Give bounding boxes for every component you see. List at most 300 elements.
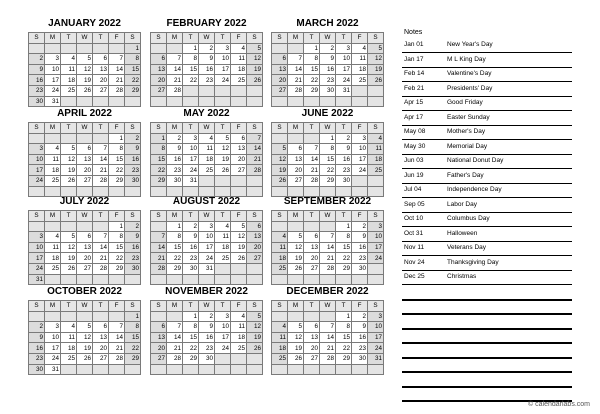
brand-footer[interactable] xyxy=(528,401,590,408)
day-cell: 11 xyxy=(368,144,384,155)
day-cell: 5 xyxy=(231,221,247,232)
day-cell: 28 xyxy=(93,175,109,186)
month-calendar xyxy=(150,283,263,375)
blank-note-line[interactable] xyxy=(402,386,572,402)
day-cell: 25 xyxy=(368,165,384,176)
day-cell: 17 xyxy=(45,75,61,86)
day-cell: 16 xyxy=(183,242,199,253)
day-cell: 21 xyxy=(320,253,336,264)
day-cell: 17 xyxy=(215,332,231,343)
day-cell: 26 xyxy=(61,175,77,186)
day-cell: 31 xyxy=(368,353,384,364)
day-cell: 20 xyxy=(77,253,93,264)
empty-day-cell xyxy=(109,43,125,54)
empty-day-cell xyxy=(167,311,183,322)
day-cell: 25 xyxy=(272,263,288,274)
day-cell: 4 xyxy=(352,43,368,54)
day-cell: 8 xyxy=(125,322,141,333)
weekday-header: M xyxy=(288,211,304,222)
day-cell: 17 xyxy=(183,154,199,165)
day-cell: 28 xyxy=(320,263,336,274)
weekday-header: S xyxy=(272,33,288,44)
day-cell: 19 xyxy=(231,242,247,253)
weekday-header: T xyxy=(336,123,352,134)
day-cell: 27 xyxy=(272,85,288,96)
day-cell: 2 xyxy=(199,311,215,322)
day-cell: 4 xyxy=(272,322,288,333)
day-cell: 6 xyxy=(288,144,304,155)
day-cell: 16 xyxy=(125,242,141,253)
holiday-row xyxy=(402,96,572,111)
day-cell: 26 xyxy=(368,75,384,86)
empty-day-cell xyxy=(109,364,125,375)
holiday-date: Nov 24 xyxy=(404,258,425,266)
day-cell: 31 xyxy=(183,175,199,186)
day-cell: 24 xyxy=(215,343,231,354)
empty-day-cell xyxy=(247,85,263,96)
day-cell: 25 xyxy=(45,175,61,186)
day-cell: 27 xyxy=(231,165,247,176)
month-table xyxy=(271,122,384,197)
holiday-date: Oct 31 xyxy=(404,229,424,237)
holiday-date: Feb 14 xyxy=(404,70,425,77)
day-cell: 26 xyxy=(288,353,304,364)
holiday-name: Memorial Day xyxy=(447,142,488,150)
holiday-date: Jul 04 xyxy=(404,186,422,193)
day-cell: 6 xyxy=(77,232,93,243)
empty-day-cell xyxy=(61,133,77,144)
day-cell: 25 xyxy=(352,75,368,86)
month-table xyxy=(271,300,384,375)
empty-day-cell xyxy=(272,311,288,322)
weekday-header: F xyxy=(231,33,247,44)
day-cell: 12 xyxy=(368,54,384,65)
holiday-row xyxy=(402,256,572,271)
month-calendar xyxy=(28,283,141,375)
day-cell: 10 xyxy=(45,64,61,75)
day-cell: 26 xyxy=(77,353,93,364)
day-cell: 23 xyxy=(352,253,368,264)
empty-day-cell xyxy=(29,133,45,144)
day-cell: 21 xyxy=(151,253,167,264)
day-cell: 22 xyxy=(320,165,336,176)
weekday-header: F xyxy=(352,123,368,134)
weekday-header: S xyxy=(29,33,45,44)
day-cell: 24 xyxy=(352,165,368,176)
weekday-header: S xyxy=(368,211,384,222)
day-cell: 23 xyxy=(29,85,45,96)
day-cell: 22 xyxy=(167,253,183,264)
day-cell: 28 xyxy=(93,263,109,274)
day-cell: 1 xyxy=(125,43,141,54)
empty-day-cell xyxy=(231,263,247,274)
day-cell: 6 xyxy=(304,322,320,333)
day-cell: 20 xyxy=(93,343,109,354)
day-cell: 24 xyxy=(199,253,215,264)
day-cell: 21 xyxy=(93,165,109,176)
day-cell: 25 xyxy=(231,75,247,86)
empty-day-cell xyxy=(45,133,61,144)
day-cell: 7 xyxy=(109,322,125,333)
weekday-header: S xyxy=(125,301,141,312)
month-title: OCTOBER 2022 xyxy=(47,286,122,297)
day-cell: 18 xyxy=(272,343,288,354)
day-cell: 5 xyxy=(247,43,263,54)
day-cell: 19 xyxy=(61,253,77,264)
weekday-header: T xyxy=(215,33,231,44)
weekday-header: W xyxy=(320,33,336,44)
empty-day-cell xyxy=(352,364,368,375)
day-cell: 4 xyxy=(231,43,247,54)
day-cell: 1 xyxy=(336,311,352,322)
day-cell: 14 xyxy=(93,242,109,253)
weekday-header: T xyxy=(336,33,352,44)
day-cell: 5 xyxy=(77,322,93,333)
empty-day-cell xyxy=(215,353,231,364)
day-cell: 29 xyxy=(336,263,352,274)
day-cell: 7 xyxy=(304,144,320,155)
day-cell: 22 xyxy=(125,75,141,86)
day-cell: 4 xyxy=(61,322,77,333)
day-cell: 1 xyxy=(183,311,199,322)
holiday-row xyxy=(402,212,572,227)
empty-day-cell xyxy=(93,43,109,54)
day-cell: 9 xyxy=(352,322,368,333)
day-cell: 7 xyxy=(320,322,336,333)
day-cell: 13 xyxy=(151,332,167,343)
day-cell: 14 xyxy=(247,144,263,155)
weekday-header: T xyxy=(183,301,199,312)
weekday-header: T xyxy=(93,123,109,134)
weekday-header: S xyxy=(247,33,263,44)
day-cell: 13 xyxy=(304,332,320,343)
holiday-name: New Year's Day xyxy=(447,41,493,48)
day-cell: 5 xyxy=(288,322,304,333)
month-calendar xyxy=(271,15,384,107)
day-cell: 19 xyxy=(288,253,304,264)
day-cell: 20 xyxy=(288,165,304,176)
day-cell: 21 xyxy=(167,343,183,354)
holiday-date: Dec 25 xyxy=(404,273,425,280)
holiday-date: Sep 05 xyxy=(404,200,425,208)
day-cell: 27 xyxy=(151,85,167,96)
empty-day-cell xyxy=(247,175,263,186)
holiday-date: Oct 10 xyxy=(404,215,424,222)
day-cell: 14 xyxy=(288,64,304,75)
day-cell: 26 xyxy=(215,165,231,176)
day-cell: 2 xyxy=(125,221,141,232)
weekday-header: W xyxy=(199,211,215,222)
day-cell: 26 xyxy=(61,263,77,274)
holiday-date: Jun 19 xyxy=(404,171,424,179)
holiday-name: National Donut Day xyxy=(447,157,504,164)
day-cell: 21 xyxy=(109,343,125,354)
month-table xyxy=(150,300,263,375)
day-cell: 15 xyxy=(167,242,183,253)
day-cell: 2 xyxy=(336,133,352,144)
day-cell: 8 xyxy=(167,232,183,243)
day-cell: 23 xyxy=(29,353,45,364)
day-cell: 15 xyxy=(183,332,199,343)
weekday-header: W xyxy=(199,123,215,134)
day-cell: 3 xyxy=(215,311,231,322)
weekday-header: S xyxy=(29,211,45,222)
month-table xyxy=(150,122,263,197)
day-cell: 19 xyxy=(77,75,93,86)
day-cell: 28 xyxy=(304,175,320,186)
day-cell: 11 xyxy=(272,242,288,253)
empty-day-cell xyxy=(288,43,304,54)
day-cell: 19 xyxy=(77,343,93,354)
weekday-header: S xyxy=(247,123,263,134)
day-cell: 10 xyxy=(45,332,61,343)
empty-day-cell xyxy=(151,221,167,232)
day-cell: 7 xyxy=(167,54,183,65)
day-cell: 23 xyxy=(336,165,352,176)
weekday-header: T xyxy=(304,33,320,44)
month-table xyxy=(28,300,141,375)
day-cell: 3 xyxy=(183,133,199,144)
day-cell: 1 xyxy=(183,43,199,54)
day-cell: 18 xyxy=(272,253,288,264)
day-cell: 10 xyxy=(199,232,215,243)
day-cell: 12 xyxy=(288,332,304,343)
weekday-header: W xyxy=(77,211,93,222)
day-cell: 10 xyxy=(29,242,45,253)
weekday-header: F xyxy=(352,211,368,222)
day-cell: 28 xyxy=(288,85,304,96)
month-table xyxy=(271,210,384,285)
day-cell: 5 xyxy=(61,232,77,243)
holiday-date: May 30 xyxy=(404,142,426,150)
day-cell: 12 xyxy=(247,54,263,65)
empty-day-cell xyxy=(320,364,336,375)
day-cell: 24 xyxy=(183,165,199,176)
day-cell: 6 xyxy=(304,232,320,243)
day-cell: 28 xyxy=(167,353,183,364)
day-cell: 24 xyxy=(45,85,61,96)
month-title: AUGUST 2022 xyxy=(172,196,241,207)
empty-day-cell xyxy=(125,364,141,375)
weekday-header: M xyxy=(167,123,183,134)
day-cell: 13 xyxy=(304,242,320,253)
day-cell: 9 xyxy=(183,232,199,243)
holiday-name: Thanksgiving Day xyxy=(447,258,499,266)
weekday-header: S xyxy=(151,301,167,312)
empty-day-cell xyxy=(215,364,231,375)
day-cell: 8 xyxy=(109,144,125,155)
holiday-row xyxy=(402,183,572,198)
day-cell: 27 xyxy=(288,175,304,186)
holiday-row xyxy=(402,53,572,68)
day-cell: 22 xyxy=(183,343,199,354)
day-cell: 18 xyxy=(231,332,247,343)
day-cell: 27 xyxy=(247,253,263,264)
day-cell: 10 xyxy=(368,322,384,333)
month-title: NOVEMBER 2022 xyxy=(165,286,248,297)
day-cell: 2 xyxy=(183,221,199,232)
day-cell: 27 xyxy=(77,263,93,274)
day-cell: 5 xyxy=(288,232,304,243)
day-cell: 4 xyxy=(215,221,231,232)
empty-day-cell xyxy=(247,353,263,364)
holiday-date: Apr 15 xyxy=(404,99,424,106)
weekday-header: S xyxy=(368,123,384,134)
weekday-header: S xyxy=(368,33,384,44)
day-cell: 4 xyxy=(272,232,288,243)
empty-day-cell xyxy=(352,85,368,96)
weekday-header: T xyxy=(93,211,109,222)
weekday-header: F xyxy=(109,33,125,44)
holiday-date: Jan 01 xyxy=(404,41,424,48)
weekday-header: S xyxy=(272,211,288,222)
day-cell: 23 xyxy=(199,343,215,354)
day-cell: 22 xyxy=(125,343,141,354)
day-cell: 18 xyxy=(61,75,77,86)
day-cell: 15 xyxy=(109,242,125,253)
empty-day-cell xyxy=(77,43,93,54)
day-cell: 19 xyxy=(61,165,77,176)
weekday-header: S xyxy=(151,33,167,44)
empty-day-cell xyxy=(247,364,263,375)
day-cell: 18 xyxy=(215,242,231,253)
empty-day-cell xyxy=(109,311,125,322)
day-cell: 16 xyxy=(199,332,215,343)
weekday-header: W xyxy=(199,33,215,44)
holiday-row xyxy=(402,169,572,184)
day-cell: 25 xyxy=(231,343,247,354)
day-cell: 5 xyxy=(61,144,77,155)
day-cell: 8 xyxy=(183,54,199,65)
day-cell: 8 xyxy=(336,232,352,243)
day-cell: 4 xyxy=(61,54,77,65)
weekday-header: T xyxy=(183,211,199,222)
day-cell: 19 xyxy=(288,343,304,354)
weekday-header: W xyxy=(199,301,215,312)
day-cell: 19 xyxy=(247,332,263,343)
day-cell: 16 xyxy=(352,332,368,343)
holiday-row xyxy=(402,241,572,256)
day-cell: 16 xyxy=(29,343,45,354)
month-title: JULY 2022 xyxy=(59,196,110,207)
day-cell: 3 xyxy=(199,221,215,232)
day-cell: 12 xyxy=(272,154,288,165)
weekday-header: W xyxy=(320,301,336,312)
empty-day-cell xyxy=(167,364,183,375)
weekday-header: M xyxy=(45,301,61,312)
day-cell: 22 xyxy=(336,343,352,354)
month-table xyxy=(28,210,141,285)
day-cell: 31 xyxy=(336,85,352,96)
day-cell: 21 xyxy=(93,253,109,264)
day-cell: 7 xyxy=(288,54,304,65)
day-cell: 15 xyxy=(320,154,336,165)
day-cell: 15 xyxy=(125,64,141,75)
day-cell: 9 xyxy=(320,54,336,65)
empty-day-cell xyxy=(231,364,247,375)
day-cell: 14 xyxy=(109,64,125,75)
day-cell: 10 xyxy=(29,154,45,165)
weekday-header: F xyxy=(109,301,125,312)
month-title: APRIL 2022 xyxy=(57,108,112,119)
day-cell: 1 xyxy=(151,133,167,144)
day-cell: 22 xyxy=(109,165,125,176)
holiday-name: Labor Day xyxy=(447,200,477,208)
weekday-header: T xyxy=(304,301,320,312)
day-cell: 25 xyxy=(272,353,288,364)
holiday-row xyxy=(402,82,572,97)
day-cell: 8 xyxy=(183,322,199,333)
weekday-header: M xyxy=(45,33,61,44)
day-cell: 16 xyxy=(336,154,352,165)
day-cell: 6 xyxy=(93,54,109,65)
weekday-header: M xyxy=(288,33,304,44)
weekday-header: T xyxy=(61,33,77,44)
empty-day-cell xyxy=(352,175,368,186)
empty-day-cell xyxy=(368,364,384,375)
day-cell: 6 xyxy=(272,54,288,65)
day-cell: 17 xyxy=(29,165,45,176)
day-cell: 17 xyxy=(368,332,384,343)
day-cell: 23 xyxy=(352,343,368,354)
day-cell: 10 xyxy=(352,144,368,155)
holiday-row xyxy=(402,198,572,213)
day-cell: 1 xyxy=(304,43,320,54)
day-cell: 14 xyxy=(320,242,336,253)
empty-day-cell xyxy=(93,133,109,144)
day-cell: 5 xyxy=(272,144,288,155)
day-cell: 27 xyxy=(304,263,320,274)
day-cell: 28 xyxy=(109,85,125,96)
month-table xyxy=(28,32,141,107)
day-cell: 13 xyxy=(247,232,263,243)
day-cell: 23 xyxy=(125,165,141,176)
day-cell: 9 xyxy=(167,144,183,155)
day-cell: 11 xyxy=(352,54,368,65)
empty-day-cell xyxy=(304,364,320,375)
day-cell: 10 xyxy=(183,144,199,155)
empty-day-cell xyxy=(151,364,167,375)
empty-day-cell xyxy=(93,221,109,232)
day-cell: 11 xyxy=(231,54,247,65)
weekday-header: M xyxy=(288,123,304,134)
day-cell: 2 xyxy=(320,43,336,54)
day-cell: 3 xyxy=(368,221,384,232)
day-cell: 17 xyxy=(199,242,215,253)
day-cell: 31 xyxy=(45,96,61,107)
day-cell: 18 xyxy=(199,154,215,165)
weekday-header: M xyxy=(45,123,61,134)
day-cell: 21 xyxy=(167,75,183,86)
empty-day-cell xyxy=(272,221,288,232)
day-cell: 28 xyxy=(109,353,125,364)
holiday-name: Veterans Day xyxy=(447,244,487,251)
holiday-date: Apr 17 xyxy=(404,113,424,121)
weekday-header: M xyxy=(45,211,61,222)
month-calendar xyxy=(271,283,384,375)
day-cell: 30 xyxy=(29,364,45,375)
month-calendar xyxy=(150,15,263,107)
weekday-header: W xyxy=(77,301,93,312)
day-cell: 4 xyxy=(199,133,215,144)
day-cell: 3 xyxy=(45,54,61,65)
day-cell: 17 xyxy=(29,253,45,264)
weekday-header: T xyxy=(93,33,109,44)
day-cell: 28 xyxy=(151,263,167,274)
day-cell: 3 xyxy=(336,43,352,54)
day-cell: 22 xyxy=(183,75,199,86)
weekday-header: T xyxy=(336,211,352,222)
